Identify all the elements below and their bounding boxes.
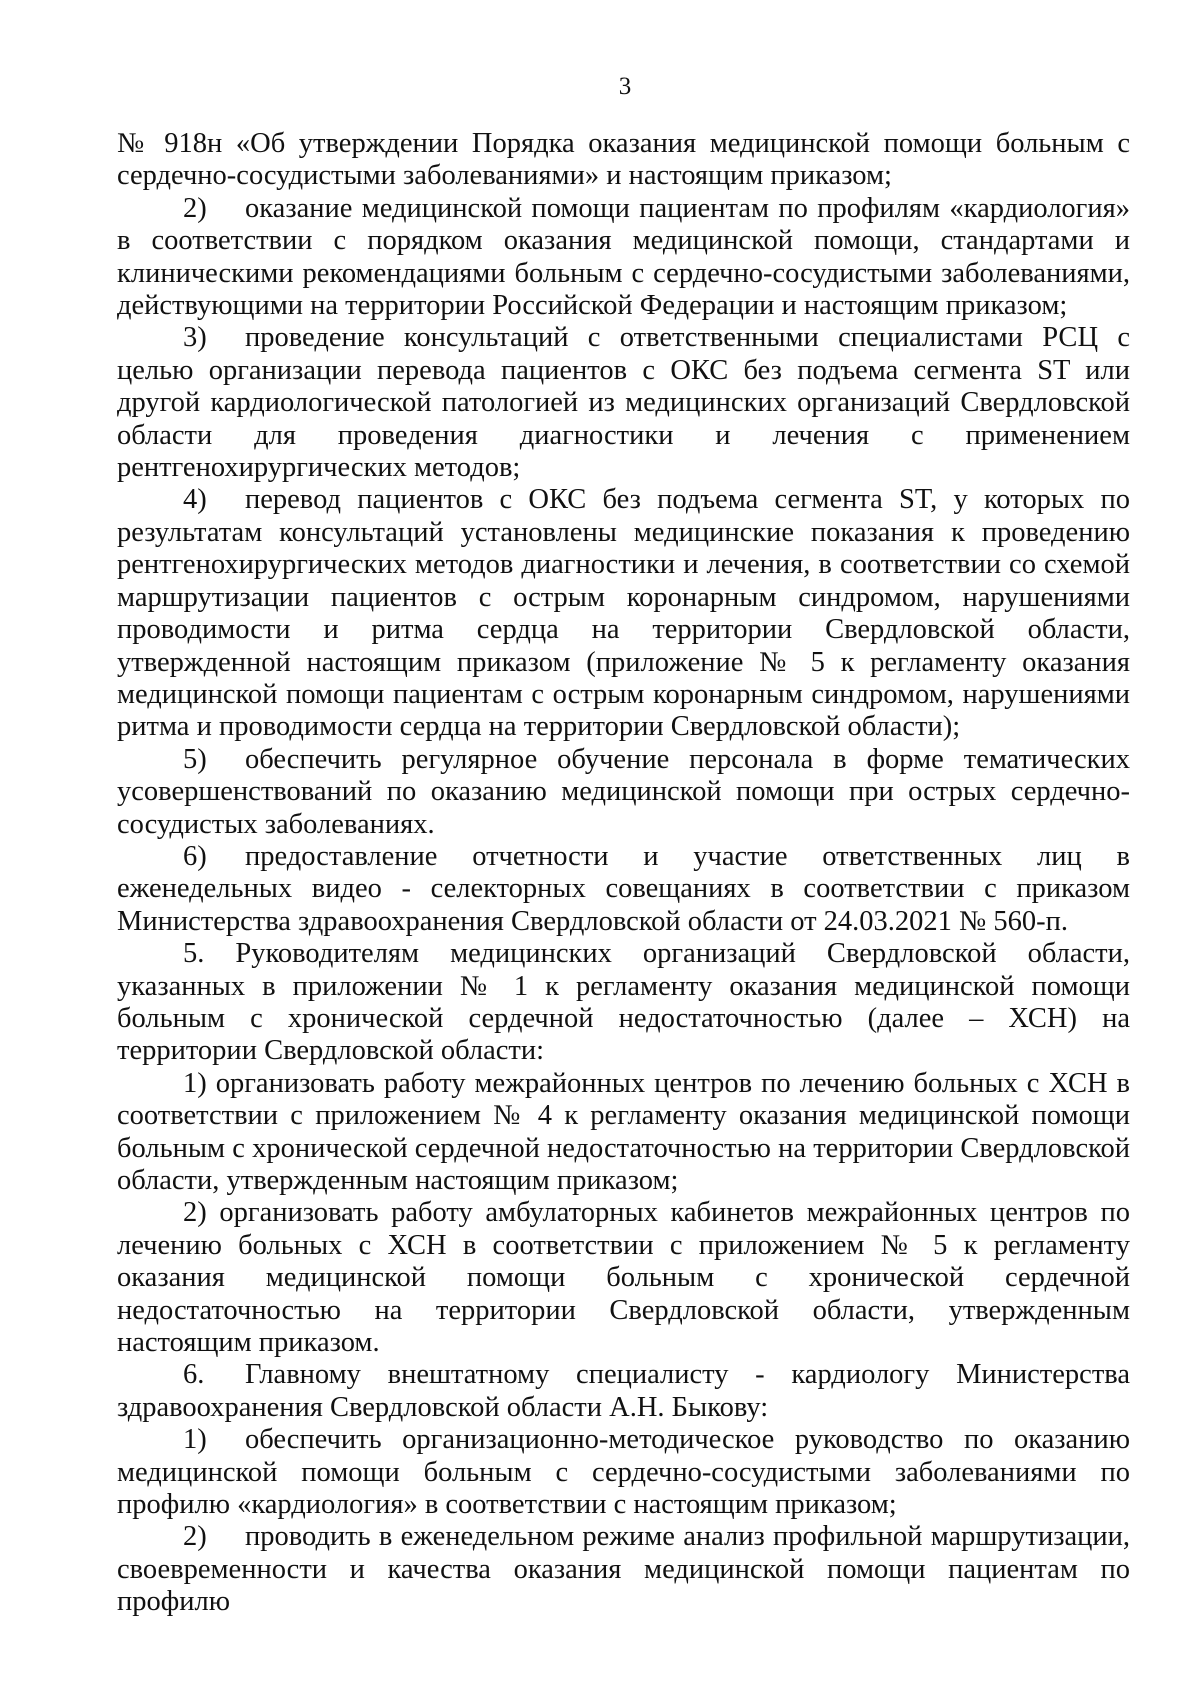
item-number: 3) (183, 322, 207, 354)
document-body (117, 128, 1130, 1619)
paragraph-text: 1) организовать работу межрайонных центров по лечению больных с ХСН в соответствии с приложением № 4 к регламенту оказания медицинской помощи больным с хронической сердечной недостаточностью на территории Свердловской области, утвержденным настоящим приказом; (117, 1067, 1130, 1196)
paragraph-text: 5. Руководителям медицинских организаций Свердловской области, указанных в приложении № 1 к регламенту оказания медицинской помощи больным с хронической сердечной недостаточностью (далее – ХСН) на территории Свердловской области: (117, 938, 1130, 1067)
paragraph-section-6-item-1 (117, 1424, 1130, 1521)
page-number: 3 (618, 73, 632, 100)
paragraph-text: № 918н «Об утверждении Порядка оказания медицинской помощи больным с сердечно-сосудистыми заболеваниями» и настоящим приказом; (117, 128, 1130, 192)
paragraph-item-3-consultations (117, 322, 1130, 484)
paragraph-text: 2) организовать работу амбулаторных кабинетов межрайонных центров по лечению больных с ХСН в соответствии с приложением № 5 к регламенту оказания медицинской помощи больным с хронической сердечной недостаточностью на территории Свердловской области, утвержденным настоящим приказом. (117, 1197, 1130, 1359)
paragraph-item-4-transfer (117, 484, 1130, 743)
paragraph-text: предоставление отчетности и участие ответственных лиц в еженедельных видео - селекторных совещаниях в соответствии с приказом Министерства здравоохранения Свердловской области от 24.03.2021 № 560-п. (117, 840, 1130, 937)
paragraph-text: обеспечить организационно-методическое руководство по оказанию медицинской помощи больным с сердечно-сосудистыми заболеваниями по профилю «кардиология» в соответствии с настоящим приказом; (117, 1424, 1130, 1521)
item-number: 2) (183, 192, 207, 224)
paragraph-text: проводить в еженедельном режиме анализ профильной маршрутизации, своевременности и качества оказания медицинской помощи пациентам по профилю (117, 1521, 1130, 1618)
paragraph-section-5-item-1 (117, 1068, 1130, 1198)
paragraph-section-5-heads (117, 938, 1130, 1068)
paragraph-item-5-training (117, 744, 1130, 841)
paragraph-text: оказание медицинской помощи пациентам по профилям «кардиология» в соответствии с порядком оказания медицинской помощи, стандартами и клиническими рекомендациями больным с сердечно-сосудистыми заболеваниями, действующими на территории Российской Федерации и настоящим приказом; (117, 192, 1130, 322)
paragraph-section-6-chief-specialist (117, 1359, 1130, 1424)
item-number: 4) (183, 484, 207, 516)
paragraph-order-continuation (117, 128, 1130, 193)
item-number: 2) (183, 1521, 207, 1553)
paragraph-item-6-reporting (117, 841, 1130, 938)
item-number: 1) (183, 1424, 207, 1456)
paragraph-section-5-item-2 (117, 1197, 1130, 1359)
item-number: 6) (183, 840, 207, 872)
paragraph-section-6-item-2 (117, 1521, 1130, 1618)
paragraph-text: Главному внештатному специалисту - кардиологу Министерства здравоохранения Свердловской области А.Н. Быкову: (117, 1359, 1130, 1423)
item-number: 6. (183, 1359, 205, 1391)
paragraph-text: обеспечить регулярное обучение персонала в форме тематических усовершенствований по оказанию медицинской помощи при острых сердечно-сосудистых заболеваниях. (117, 743, 1130, 840)
paragraph-text: проведение консультаций с ответственными специалистами РСЦ с целью организации перевода пациентов с ОКС без подъема сегмента ST или другой кардиологической патологией из медицинских организаций Свердловской области для проведения диагностики и лечения с применением рентгенохирургических методов; (117, 322, 1130, 484)
paragraph-item-2-medical-care (117, 193, 1130, 323)
paragraph-text: перевод пациентов с ОКС без подъема сегмента ST, у которых по результатам консультаций установлены медицинские показания к проведению рентгенохирургических методов диагностики и лечения, в соответствии со схемой маршрутизации пациентов с острым коронарным синдромом, нарушениями проводимости и ритма сердца на территории Свердловской области, утвержденной настоящим приказом (приложение № 5 к регламенту оказания медицинской помощи пациентам с острым коронарным синдромом, нарушениями ритма и проводимости сердца на территории Свердловской области); (117, 484, 1130, 743)
item-number: 5) (183, 743, 207, 775)
